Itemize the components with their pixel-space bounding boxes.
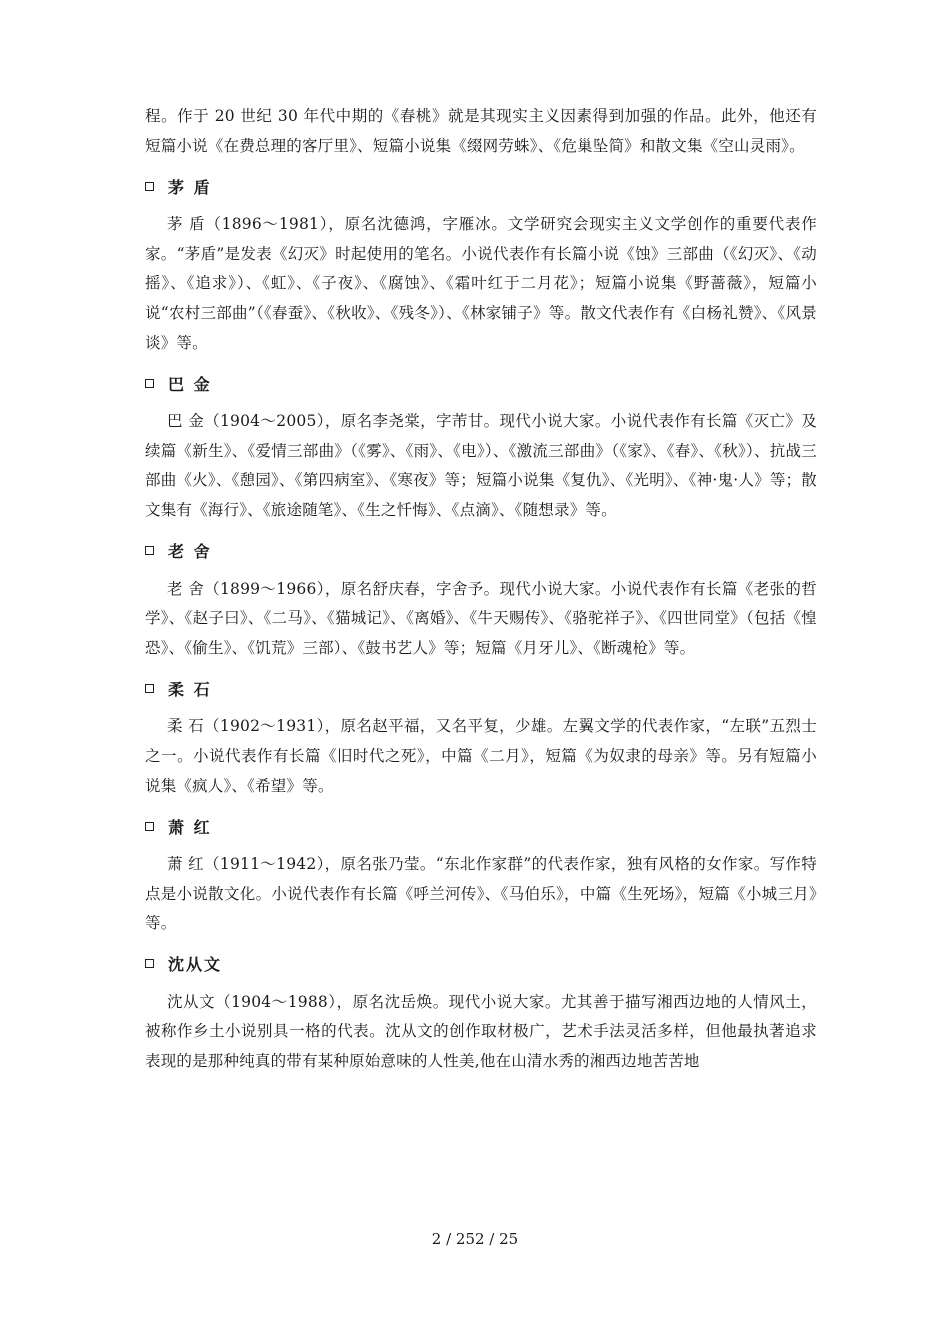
bullet-square-icon	[145, 684, 154, 693]
section-heading-mao-dun	[145, 171, 817, 201]
bullet-square-icon	[145, 379, 154, 388]
section-paragraph-lao-she: 老 舍（1899～1966），原名舒庆春，字舍予。现代小说大家。小说代表作有长篇《老张的哲学》、《赵子曰》、《二马》、《猫城记》、《离婚》、《牛天赐传》、《骆驼祥子》、《四世同堂》（包括《惶恐》、《偷生》、《饥荒》三部）、《鼓书艺人》等；短篇《月牙儿》、《断魂枪》等。	[145, 579, 817, 657]
section-paragraph-xiao-hong: 萧 红（1911～1942），原名张乃莹。“东北作家群”的代表作家，独有风格的女作家。写作特点是小说散文化。小说代表作有长篇《呼兰河传》、《马伯乐》，中篇《生死场》，短篇《小城三月》等。	[145, 855, 817, 933]
document-body	[145, 102, 817, 1077]
section-heading-lao-she	[145, 536, 817, 566]
section-heading-text: 沈从文	[168, 955, 223, 975]
section-heading-text: 巴 金	[168, 374, 212, 394]
section-paragraph-shen-congwen: 沈从文（1904～1988），原名沈岳焕。现代小说大家。尤其善于描写湘西边地的人情风土，被称作乡土小说别具一格的代表。沈从文的创作取材极广，艺术手法灵活多样，但他最执著追求表现的是那种纯真的带有某种原始意味的人性美,他在山清水秀的湘西边地苦苦地	[145, 992, 817, 1071]
section-heading-text: 茅 盾	[168, 177, 212, 197]
section-heading-text: 柔 石	[168, 679, 212, 699]
page-number-footer: 2 / 252 / 25	[431, 1230, 519, 1248]
bullet-square-icon	[145, 546, 154, 555]
section-paragraph-rou-shi: 柔 石（1902～1931），原名赵平福，又名平复，少雄。左翼文学的代表作家，“左联”五烈士之一。小说代表作有长篇《旧时代之死》，中篇《二月》，短篇《为奴隶的母亲》等。另有短篇小说集《疯人》、《希望》等。	[145, 717, 817, 795]
bullet-square-icon	[145, 822, 154, 831]
section-heading-text: 萧 红	[168, 817, 212, 837]
intro-paragraph: 程。作于 20 世纪 30 年代中期的《春桃》就是其现实主义因素得到加强的作品。此外，他还有短篇小说《在费总理的客厅里》、短篇小说集《缀网劳蛛》、《危巢坠简》和散文集《空山灵雨》。	[145, 107, 817, 155]
section-heading-ba-jin	[145, 368, 817, 398]
section-heading-rou-shi	[145, 673, 817, 703]
bullet-square-icon	[145, 959, 154, 968]
section-heading-text: 老 舍	[168, 542, 212, 562]
section-paragraph-ba-jin: 巴 金（1904～2005），原名李尧棠，字芾甘。现代小说大家。小说代表作有长篇《灭亡》及续篇《新生》、《爱情三部曲》（《雾》、《雨》、《电》）、《激流三部曲》（《家》、《春》、《秋》）、抗战三部曲《火》、《憩园》、《第四病室》、《寒夜》等；短篇小说集《复仇》、《光明》、《神·鬼·人》等；散文集有《海行》、《旅途随笔》、《生之忏悔》、《点滴》、《随想录》等。	[145, 412, 817, 519]
section-heading-shen-congwen	[145, 949, 817, 979]
section-heading-xiao-hong	[145, 811, 817, 841]
bullet-square-icon	[145, 182, 154, 191]
section-paragraph-mao-dun: 茅 盾（1896～1981），原名沈德鸿，字雁冰。文学研究会现实主义文学创作的重要代表作家。“茅盾”是发表《幻灭》时起使用的笔名。小说代表作有长篇小说《蚀》三部曲（《幻灭》、《动摇》、《追求》）、《虹》、《子夜》、《腐蚀》、《霜叶红于二月花》；短篇小说集《野蔷薇》，短篇小说“农村三部曲”（《春蚕》、《秋收》、《残冬》）、《林家铺子》等。散文代表作有《白杨礼赞》、《风景谈》等。	[145, 215, 817, 352]
